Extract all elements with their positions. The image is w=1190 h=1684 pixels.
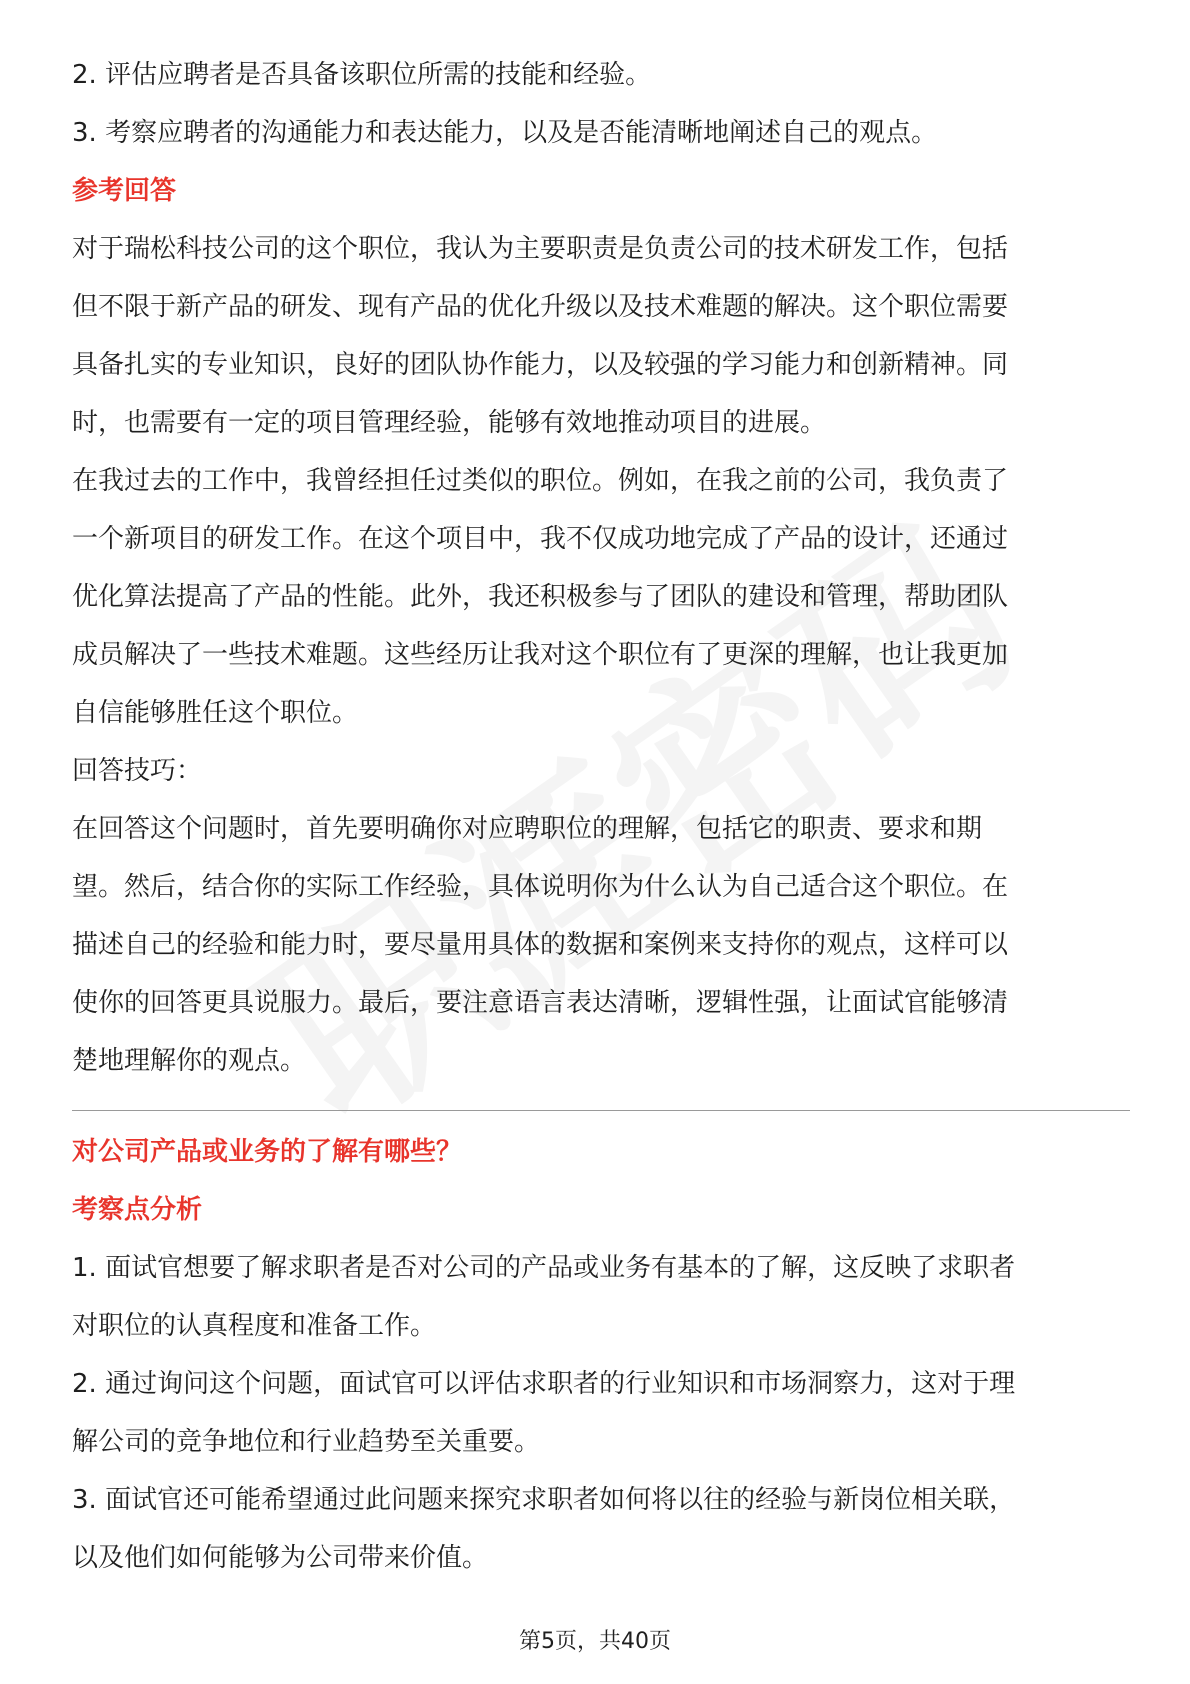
tips-paragraph [72,800,1132,1090]
analysis-points [72,1239,1132,1587]
list-item: 3. 面试官还可能希望通过此问题来探究求职者如何将以往的经验与新岗位相关联， [72,1485,1016,1515]
document-page [72,46,1132,1587]
list-item: 解公司的竞争地位和行业趋势至关重要。 [72,1427,541,1457]
question-heading: 对公司产品或业务的了解有哪些？ [72,1137,463,1167]
text-line: 一个新项目的研发工作。在这个项目中，我不仅成功地完成了产品的设计，还通过 [72,524,1009,554]
page-number: 第5页，共40页 [519,1629,671,1654]
answer-paragraph-2 [72,452,1132,742]
analysis-heading: 考察点分析 [72,1195,203,1225]
text-line: 描述自己的经验和能力时，要尽量用具体的数据和案例来支持你的观点，这样可以 [72,930,1009,960]
text-line: 成员解决了一些技术难题。这些经历让我对这个职位有了更深的理解，也让我更加 [72,640,1009,670]
text-line: 望。然后，结合你的实际工作经验，具体说明你为什么认为自己适合这个职位。在 [72,872,1009,902]
text-line: 自信能够胜任这个职位。 [72,698,359,728]
answer-paragraph-1 [72,220,1132,452]
list-item: 2. 通过询问这个问题，面试官可以评估求职者的行业知识和市场洞察力，这对于理 [72,1369,1016,1399]
list-item: 2. 评估应聘者是否具备该职位所需的技能和经验。 [72,60,652,90]
list-item: 3. 考察应聘者的沟通能力和表达能力，以及是否能清晰地阐述自己的观点。 [72,118,938,148]
list-item: 对职位的认真程度和准备工作。 [72,1311,437,1341]
text-line: 使你的回答更具说服力。最后，要注意语言表达清晰，逻辑性强，让面试官能够清 [72,988,1009,1018]
text-line: 在回答这个问题时，首先要明确你对应聘职位的理解，包括它的职责、要求和期 [72,814,983,844]
section1-points [72,46,1132,162]
list-item: 以及他们如何能够为公司带来价值。 [72,1543,489,1573]
text-line: 但不限于新产品的研发、现有产品的优化升级以及技术难题的解决。这个职位需要 [72,292,1009,322]
section-divider [72,1110,1130,1111]
text-line: 时，也需要有一定的项目管理经验，能够有效地推动项目的进展。 [72,408,827,438]
text-line: 对于瑞松科技公司的这个职位，我认为主要职责是负责公司的技术研发工作，包括 [72,234,1009,264]
text-line: 在我过去的工作中，我曾经担任过类似的职位。例如，在我之前的公司，我负责了 [72,466,1009,496]
text-line: 优化算法提高了产品的性能。此外，我还积极参与了团队的建设和管理，帮助团队 [72,582,1009,612]
text-line: 楚地理解你的观点。 [72,1046,307,1076]
list-item: 1. 面试官想要了解求职者是否对公司的产品或业务有基本的了解，这反映了求职者 [72,1253,1016,1283]
answer-heading: 参考回答 [72,176,177,206]
text-line: 具备扎实的专业知识，良好的团队协作能力，以及较强的学习能力和创新精神。同 [72,350,1009,380]
tips-label: 回答技巧： [72,756,203,786]
